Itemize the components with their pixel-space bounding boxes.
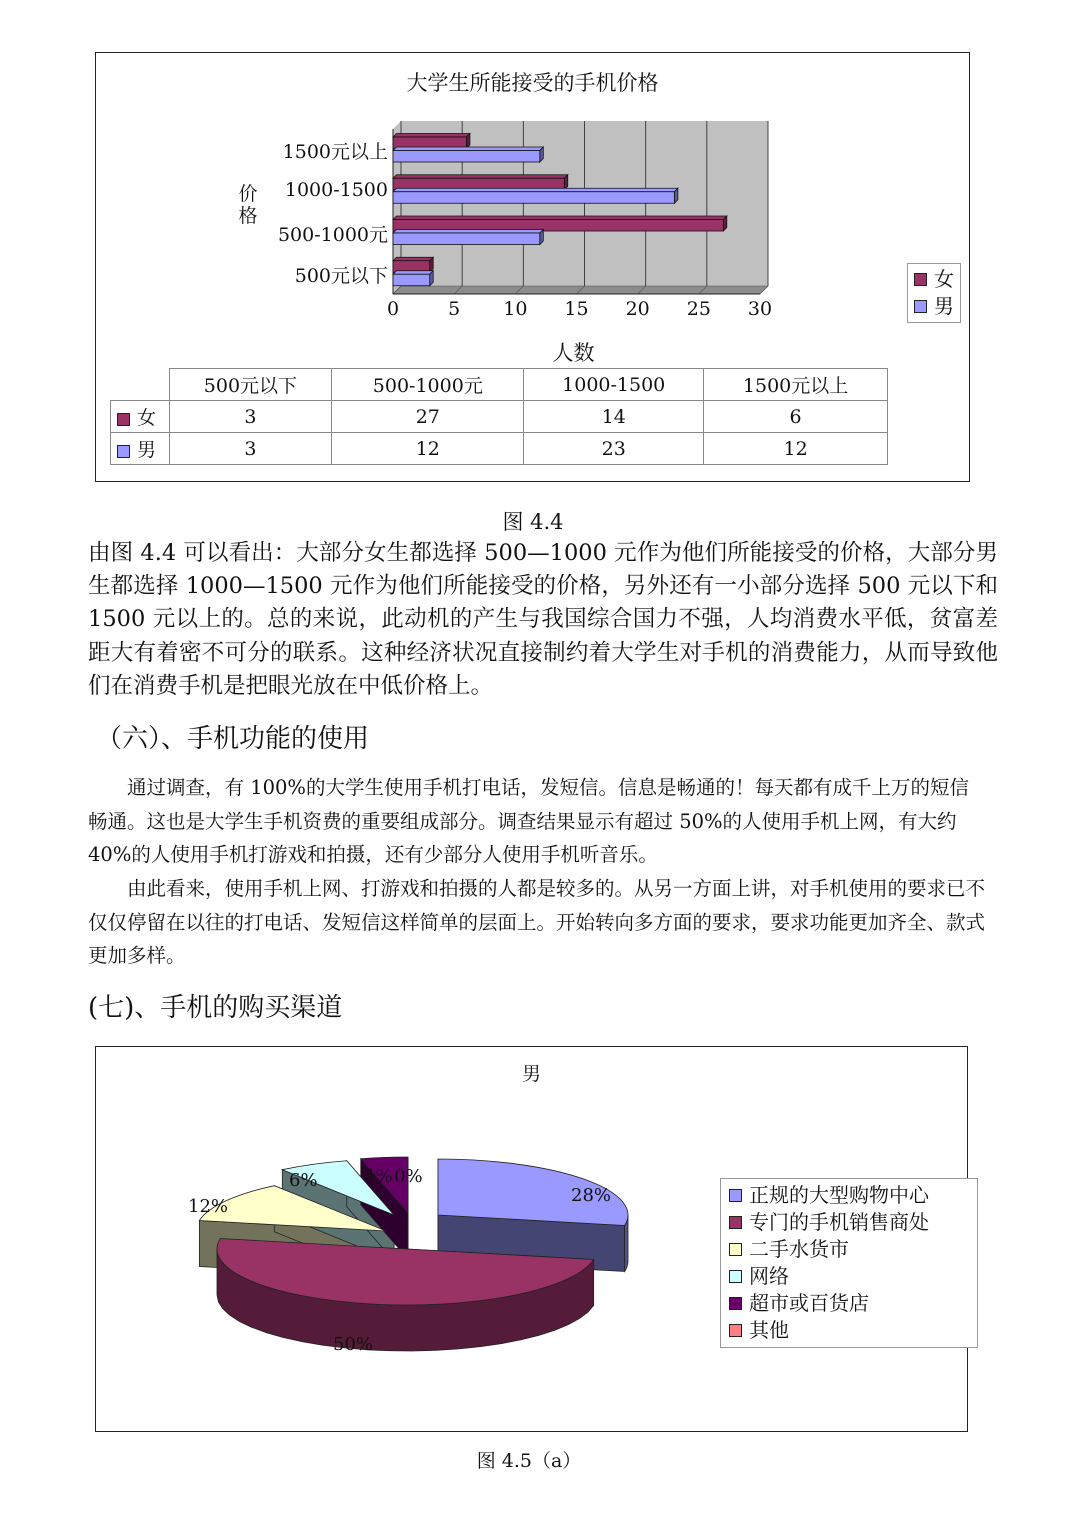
bar-top (393, 147, 543, 151)
table-cell: 12 (704, 433, 888, 465)
legend-item (729, 1209, 969, 1236)
legend-label: 女 (934, 267, 954, 291)
legend-item (729, 1263, 969, 1290)
x-tick-label: 25 (686, 298, 711, 320)
category-label: 1500元以上 (282, 141, 388, 163)
bar (393, 192, 674, 204)
bar (393, 151, 540, 163)
section-heading: （六）、手机功能的使用 (96, 724, 370, 754)
legend-swatch (117, 445, 130, 458)
x-tick-label: 30 (747, 298, 773, 320)
category-label: 500元以下 (294, 265, 388, 287)
body-paragraph: 由此看来，使用手机上网、打游戏和拍摄的人都是较多的。从另一方面上讲，对手机使用的要求已不仅仅停留在以往的打电话、发短信这样简单的层面上。开始转向多方面的要求，要求功能更加齐全、款式更加多样。 (88, 877, 986, 967)
pie-chart-plot (96, 1047, 716, 1431)
body-paragraph: 通过调查，有 100%的大学生使用手机打电话，发短信。信息是畅通的！每天都有成千上万的短信畅通。这也是大学生手机资费的重要组成部分。调查结果显示有超过 50%的人使用手机上网，有大约 40%的人使用手机打游戏和拍摄，还有少部分人使用手机听音乐。 (88, 776, 969, 866)
bar (393, 274, 430, 286)
figure-caption: 图 4.4 (502, 510, 564, 534)
category-label: 500-1000元 (277, 224, 388, 246)
table-header-row (111, 369, 888, 401)
bar-top (393, 188, 678, 192)
section-heading: (七)、手机的购买渠道 (88, 993, 343, 1023)
table-header-cell: 500元以下 (169, 369, 332, 401)
legend-label: 其他 (749, 1318, 789, 1342)
table-header-cell: 1500元以上 (704, 369, 888, 401)
table-header-cell: 500-1000元 (332, 369, 524, 401)
chart-legend (907, 263, 961, 323)
legend-swatch (729, 1270, 742, 1283)
table-cell: 27 (332, 401, 524, 433)
bar-top (393, 230, 543, 234)
table-row-label (111, 433, 170, 465)
legend-item (729, 1236, 969, 1263)
table-cell: 3 (169, 401, 332, 433)
table-cell: 3 (169, 433, 332, 465)
bar-top (393, 216, 727, 220)
legend-label: 超市或百货店 (749, 1291, 869, 1315)
legend-item (729, 1182, 969, 1209)
legend-label: 二手水货市 (749, 1237, 849, 1261)
slice-label: 6% (289, 1170, 318, 1191)
legend-swatch (729, 1324, 742, 1337)
bar-top (393, 271, 433, 275)
table-row-label (111, 401, 170, 433)
slice-label: 4% (364, 1166, 393, 1187)
bar-top (393, 257, 433, 261)
chart-title: 男 (521, 1063, 541, 1085)
bar-top (393, 134, 470, 138)
table-corner (111, 369, 170, 401)
bar (393, 233, 540, 245)
legend-item (729, 1290, 969, 1317)
series-name: 男 (137, 439, 157, 461)
legend-item (914, 266, 954, 293)
legend-swatch (117, 413, 130, 426)
series-name: 女 (137, 407, 157, 429)
table-header-cell: 1000-1500 (524, 369, 704, 401)
table-cell: 12 (332, 433, 524, 465)
x-axis-title: 人数 (552, 341, 595, 365)
table-cell: 23 (524, 433, 704, 465)
purchase-channel-pie-chart (95, 1046, 968, 1432)
slice-label: 50% (333, 1334, 374, 1355)
legend-item (729, 1317, 969, 1344)
slice-label: 28% (571, 1185, 612, 1206)
price-bar-chart (95, 52, 970, 482)
slice-label: 12% (188, 1196, 229, 1217)
legend-swatch (729, 1216, 742, 1229)
table-cell: 6 (704, 401, 888, 433)
x-tick-label: 15 (564, 298, 589, 320)
legend-label: 网络 (749, 1264, 789, 1288)
category-label: 1000-1500 (284, 179, 388, 201)
legend-label: 男 (934, 294, 954, 318)
legend-label: 正规的大型购物中心 (749, 1183, 929, 1207)
legend-swatch (914, 300, 927, 313)
x-tick-label: 10 (503, 298, 528, 320)
legend-label: 专门的手机销售商处 (749, 1210, 929, 1234)
x-tick-label: 5 (448, 298, 461, 320)
bar-top (393, 175, 568, 179)
slice-label: 0% (394, 1166, 423, 1187)
legend-swatch (729, 1297, 742, 1310)
table-cell: 14 (524, 401, 704, 433)
chart-title: 大学生所能接受的手机价格 (406, 71, 659, 95)
table-row (111, 433, 888, 465)
figure-caption: 图 4.5（a） (476, 1450, 582, 1472)
chart-legend (720, 1178, 978, 1348)
legend-swatch (729, 1189, 742, 1202)
x-tick-label: 0 (386, 298, 400, 320)
table-row (111, 401, 888, 433)
analysis-paragraph: 由图 4.4 可以看出：大部分女生都选择 500—1000 元作为他们所能接受的价格，大部分男生都选择 1000—1500 元作为他们所能接受的价格，另外还有一小部分选择 500 元以下和 1500 元以上的。总的来说，此动机的产生与我国综合国力不强，人均消费水平低，贫富差距大有着密不可分的联系。这种经济状况直接制约着大学生对手机的消费能力，从而导致他们在消费手机是把眼光放在中低价格上。 (88, 540, 998, 699)
legend-item (914, 293, 954, 320)
y-axis-title: 价格 (238, 183, 258, 227)
legend-swatch (914, 273, 927, 286)
x-tick-label: 20 (625, 298, 650, 320)
chart-data-table (110, 368, 888, 465)
legend-swatch (729, 1243, 742, 1256)
